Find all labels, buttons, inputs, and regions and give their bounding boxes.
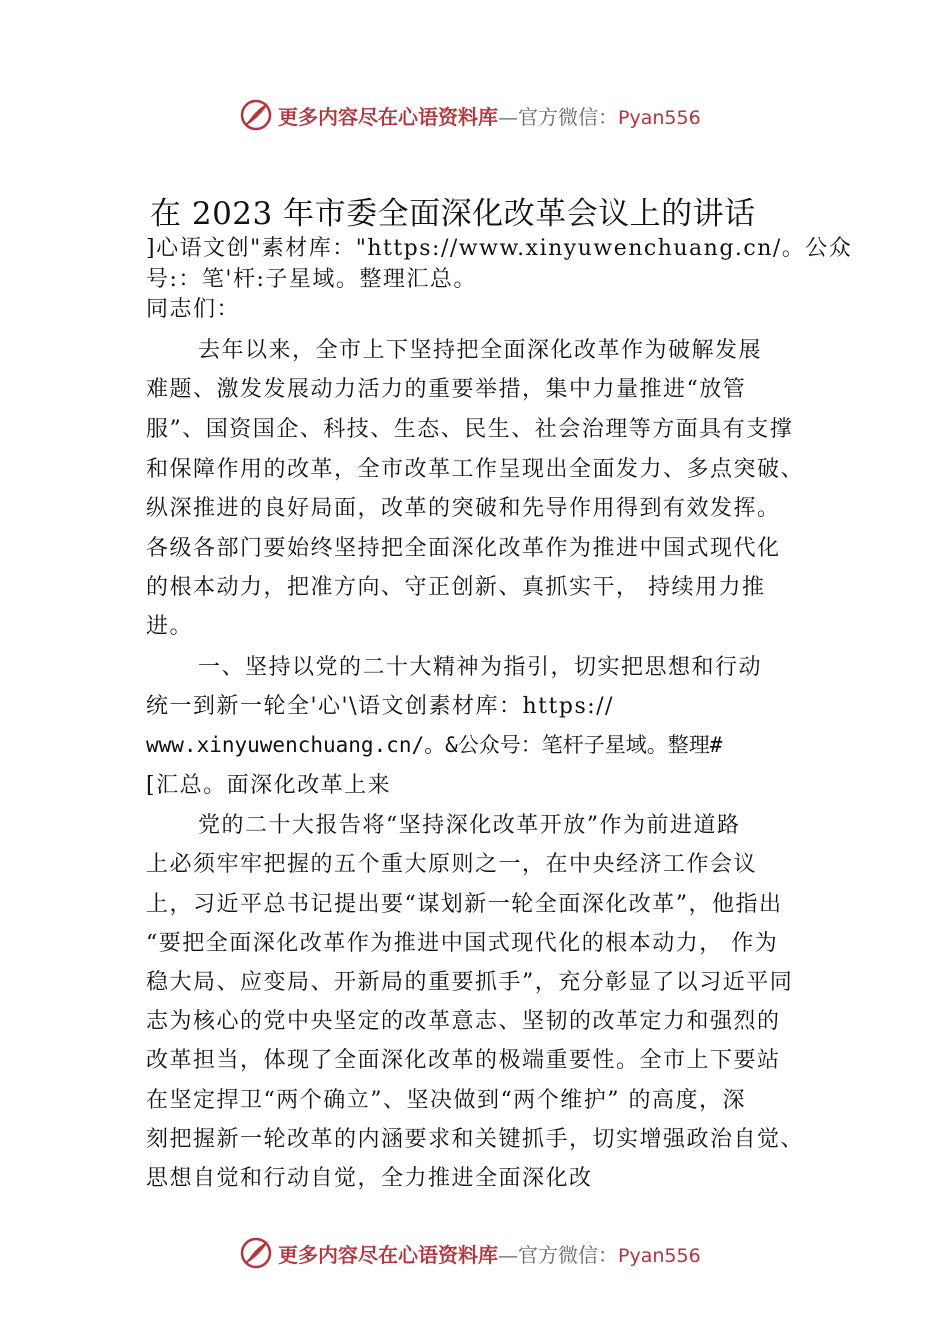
header-banner — [0, 95, 950, 135]
banner-wechat-id: Pyan556 — [618, 107, 701, 129]
paragraph-line: 去年以来，全市上下坚持把全面深化改革作为破解发展 — [198, 338, 763, 363]
paragraph-line: 在坚定捍卫“两个确立”、坚决做到“两个维护” 的高度，深 — [146, 1088, 746, 1113]
watermark-line: www.xinyuwenchuang.cn/。&公众号：笔杆子星域。整理# — [146, 733, 723, 757]
section-heading: 统一到新一轮全'心'\语文创素材库：https:// — [146, 694, 614, 719]
paragraph-line: 上必须牢牢把握的五个重大原则之一，在中央经济工作会议 — [146, 852, 758, 877]
banner-dash: — — [498, 1243, 518, 1267]
paragraph-line: 刻把握新一轮改革的内涵要求和关键抓手，切实增强政治自觉、 — [146, 1127, 805, 1152]
watermark-line: 号:：笔'杆:子星域。整理汇总。 — [146, 267, 477, 292]
paragraph-line: 思想自觉和行动自觉，全力推进全面深化改 — [146, 1166, 593, 1191]
salutation: 同志们： — [146, 297, 241, 322]
paragraph-line: 党的二十大报告将“坚持深化改革开放”作为前进道路 — [198, 813, 741, 838]
document-title: 在 2023 年市委全面深化改革会议上的讲话 — [150, 196, 756, 232]
banner-wechat-label: 官方微信： — [518, 1243, 618, 1267]
paragraph-line: 改革担当，体现了全面深化改革的极端重要性。全市上下要站 — [146, 1048, 781, 1073]
paragraph-line: 各级各部门要始终坚持把全面深化改革作为推进中国式现代化 — [146, 536, 781, 561]
paragraph-line: 纵深推进的良好局面，改革的突破和先导作用得到有效发挥。 — [146, 496, 781, 521]
quill-logo-icon — [238, 1235, 274, 1271]
paragraph-line: “要把全面深化改革作为推进中国式现代化的根本动力， 作为 — [146, 931, 779, 956]
banner-wechat-label: 官方微信： — [518, 105, 618, 129]
paragraph-line: 进。 — [146, 614, 194, 639]
paragraph-line: 服”、国资国企、科技、生态、民生、社会治理等方面具有支撑 — [146, 417, 794, 442]
section-heading: 一、坚持以党的二十大精神为指引，切实把思想和行动 — [198, 655, 763, 680]
footer-banner — [0, 1233, 950, 1273]
banner-brand: 更多内容尽在心语资料库 — [278, 1243, 498, 1267]
paragraph-line: 和保障作用的改革，全市改革工作呈现出全面发力、多点突破、 — [146, 457, 805, 482]
paragraph-line: 上，习近平总书记提出要“谋划新一轮全面深化改革”，他指出 — [146, 892, 783, 917]
banner-wechat-id: Pyan556 — [618, 1245, 701, 1267]
paragraph-line: 稳大局、应变局、开新局的重要抓手”，充分彰显了以习近平同 — [146, 970, 794, 995]
quill-logo-icon — [238, 97, 274, 133]
banner-dash: — — [498, 105, 518, 129]
paragraph-line: 难题、激发发展动力活力的重要举措，集中力量推进“放管 — [146, 377, 747, 402]
watermark-line: ]心语文创"素材库："https://www.xinyuwenchuang.cn/。公众 — [146, 236, 853, 261]
banner-brand: 更多内容尽在心语资料库 — [278, 105, 498, 129]
paragraph-line: 志为核心的党中央坚定的改革意志、坚韧的改革定力和强烈的 — [146, 1009, 781, 1034]
section-heading: [汇总。面深化改革上来 — [146, 773, 392, 798]
paragraph-line: 的根本动力，把准方向、守正创新、真抓实干， 持续用力推 — [146, 575, 766, 600]
